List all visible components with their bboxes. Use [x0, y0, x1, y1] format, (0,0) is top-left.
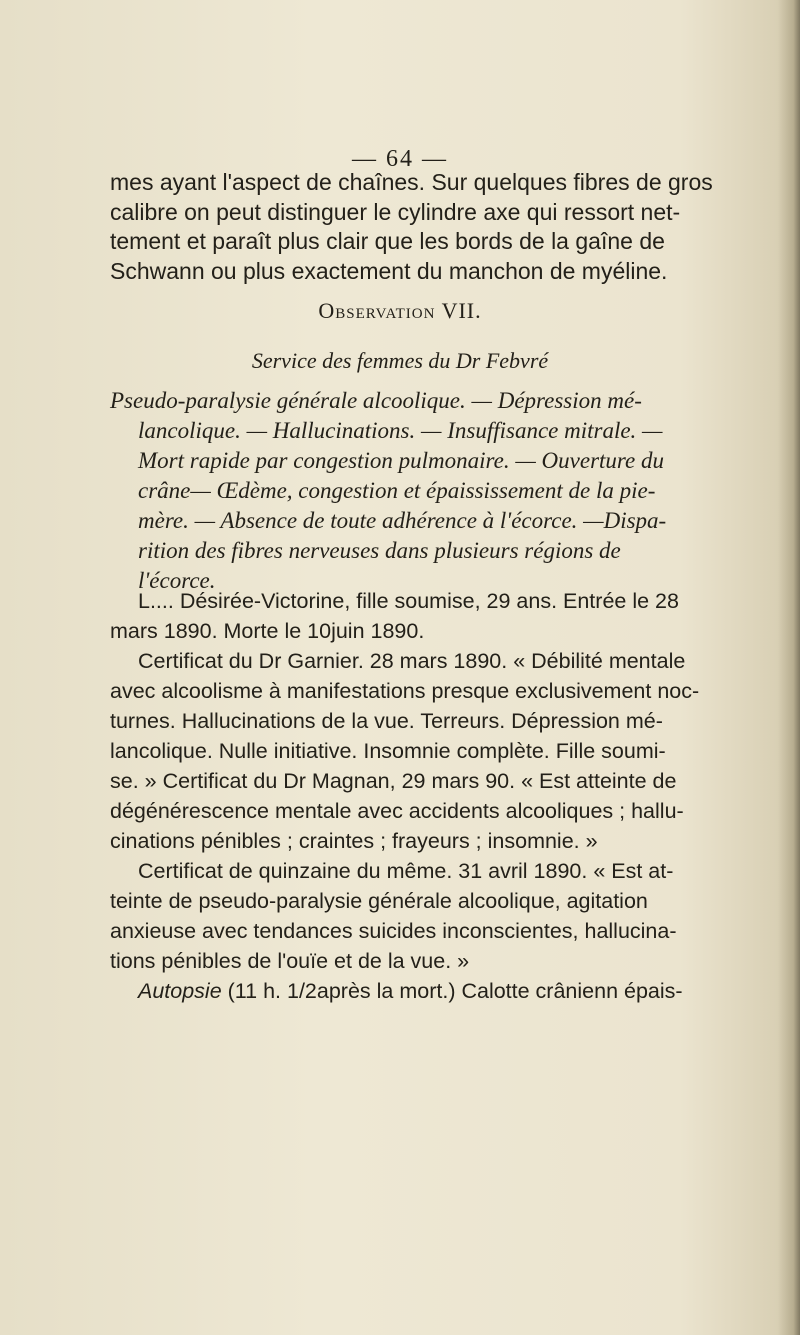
autopsy-label: Autopsie: [138, 979, 222, 1003]
body-line: teinte de pseudo-paralysie générale alcoolique, agitation: [110, 889, 648, 913]
summary-line: l'écorce.: [138, 568, 216, 593]
page-number: — 64 —: [352, 146, 448, 172]
page-edge-shadow: [778, 0, 800, 1335]
text-line: calibre on peut distinguer le cylindre axe qui ressort net-: [110, 198, 681, 225]
body-line: L.... Désirée-Victorine, fille soumise, 29 ans. Entrée le 28: [138, 589, 679, 613]
autopsy-text: (11 h. 1/2après la mort.) Calotte crânienn épais-: [221, 979, 683, 1003]
body-line: se. » Certificat du Dr Magnan, 29 mars 90. « Est atteinte de: [110, 769, 677, 793]
summary-line: crâne— Œdème, congestion et épaississement de la pie-: [138, 478, 656, 503]
text-line: mes ayant l'aspect de chaînes. Sur quelques fibres de gros: [110, 169, 713, 195]
body-line: mars 1890. Morte le 10juin 1890.: [110, 619, 425, 643]
summary-line: rition des fibres nerveuses dans plusieurs régions de: [138, 538, 621, 563]
body-line: turnes. Hallucinations de la vue. Terreurs. Dépression mé-: [110, 709, 663, 733]
service-heading: Service des femmes du Dr Febvré: [251, 348, 549, 373]
text-line: Schwann ou plus exactement du manchon de myéline.: [110, 257, 668, 284]
observation-heading: Observation VII.: [318, 298, 482, 323]
body-line: cinations pénibles ; craintes ; frayeurs ; insomnie. »: [110, 829, 598, 853]
summary-line: mère. — Absence de toute adhérence à l'écorce. —Dispa-: [138, 508, 667, 533]
autopsy-line: [110, 976, 746, 1006]
body-line: Certificat de quinzaine du même. 31 avril 1890. « Est at-: [138, 859, 674, 883]
body-line: lancolique. Nulle initiative. Insomnie complète. Fille soumi-: [110, 739, 666, 763]
body-line: anxieuse avec tendances suicides inconscientes, hallucina-: [110, 919, 677, 943]
first-paragraph: [110, 168, 746, 286]
case-body: [110, 586, 746, 1006]
body-line: avec alcoolisme à manifestations presque exclusivement noc-: [110, 679, 700, 703]
text-line: tement et paraît plus clair que les bords de la gaîne de: [110, 228, 665, 254]
case-summary: [110, 386, 746, 596]
body-line: tions pénibles de l'ouïe et de la vue. »: [110, 949, 470, 973]
summary-line: lancolique. — Hallucinations. — Insuffisance mitrale. —: [138, 418, 663, 443]
summary-line: Pseudo-paralysie générale alcoolique. — Dépression mé-: [110, 388, 642, 413]
summary-line: Mort rapide par congestion pulmonaire. — Ouverture du: [138, 448, 664, 473]
body-line: dégénérescence mentale avec accidents alcooliques ; hallu-: [110, 799, 684, 823]
body-line: Certificat du Dr Garnier. 28 mars 1890. « Débilité mentale: [138, 649, 686, 673]
